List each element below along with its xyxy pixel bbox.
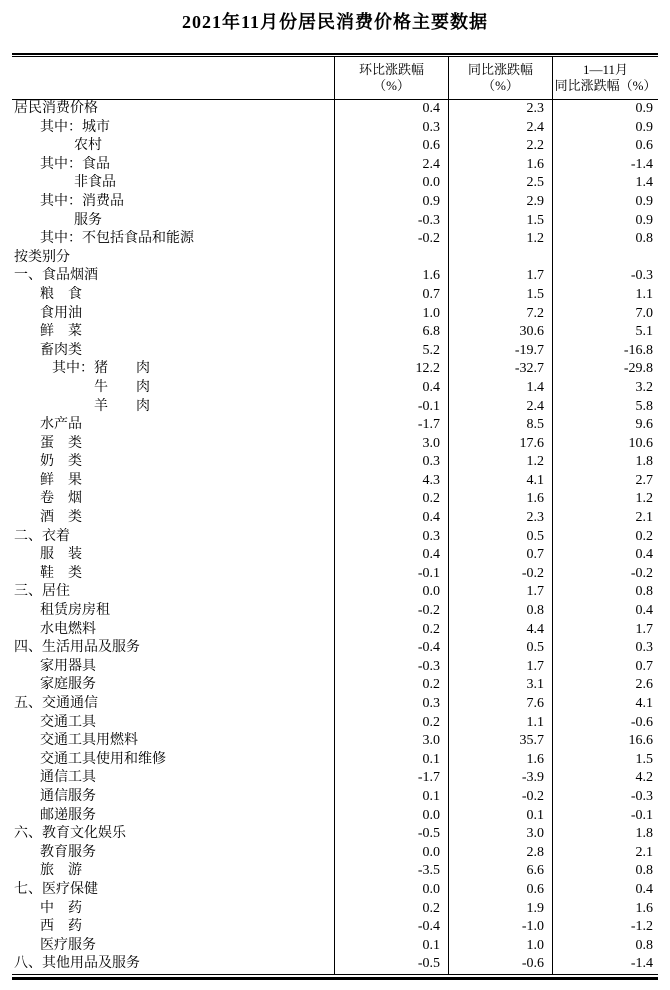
ytd-value: 0.8 xyxy=(552,862,658,881)
yoy-value: 1.2 xyxy=(448,230,552,249)
mom-value: 0.4 xyxy=(334,509,448,528)
ytd-value: 5.1 xyxy=(552,323,658,342)
row-label: 其中：消费品 xyxy=(40,193,124,209)
row-label: 西 药 xyxy=(40,919,82,935)
table-row xyxy=(12,305,658,324)
row-label: 蛋 类 xyxy=(40,435,82,451)
ytd-value: 0.7 xyxy=(552,658,658,677)
yoy-value: -1.0 xyxy=(448,918,552,937)
mom-value: 0.0 xyxy=(334,807,448,826)
yoy-value: 2.9 xyxy=(448,193,552,212)
yoy-value: 1.1 xyxy=(448,714,552,733)
mom-value: -1.7 xyxy=(334,416,448,435)
ytd-value: 0.6 xyxy=(552,137,658,156)
data-table xyxy=(12,53,658,980)
row-label: 其中：食品 xyxy=(40,156,110,172)
table-row xyxy=(12,676,658,695)
mom-value: 0.3 xyxy=(334,453,448,472)
table-row xyxy=(12,360,658,379)
ytd-value: -0.6 xyxy=(552,714,658,733)
row-label: 中 药 xyxy=(40,900,82,916)
row-label: 其中：不包括食品和能源 xyxy=(40,231,194,247)
ytd-value: -1.4 xyxy=(552,955,658,974)
ytd-value: 7.0 xyxy=(552,305,658,324)
ytd-value: 0.4 xyxy=(552,881,658,900)
mom-value: 0.2 xyxy=(334,714,448,733)
ytd-value: 3.2 xyxy=(552,379,658,398)
ytd-value: 0.9 xyxy=(552,193,658,212)
row-label: 邮递服务 xyxy=(40,807,96,823)
ytd-value: 1.8 xyxy=(552,825,658,844)
table-row xyxy=(12,695,658,714)
ytd-value: -0.1 xyxy=(552,807,658,826)
row-label: 二、衣着 xyxy=(14,528,70,544)
table-row xyxy=(12,621,658,640)
ytd-value: -0.3 xyxy=(552,788,658,807)
table-row xyxy=(12,639,658,658)
ytd-value: 9.6 xyxy=(552,416,658,435)
row-label: 农村 xyxy=(74,138,102,154)
table-row xyxy=(12,398,658,417)
mom-value: -0.3 xyxy=(334,658,448,677)
mom-value: 0.4 xyxy=(334,379,448,398)
row-label: 鲜 果 xyxy=(40,472,82,488)
row-label: 家庭服务 xyxy=(40,677,96,693)
ytd-value: 1.8 xyxy=(552,453,658,472)
mom-value: 0.3 xyxy=(334,528,448,547)
table-row xyxy=(12,156,658,175)
table-row xyxy=(12,602,658,621)
mom-value: 0.0 xyxy=(334,174,448,193)
yoy-value: 4.1 xyxy=(448,472,552,491)
ytd-value: 2.7 xyxy=(552,472,658,491)
mom-value: 0.2 xyxy=(334,900,448,919)
mom-value: 3.0 xyxy=(334,435,448,454)
table-row xyxy=(12,955,658,974)
yoy-value: 1.6 xyxy=(448,156,552,175)
yoy-value: 7.6 xyxy=(448,695,552,714)
yoy-value: 2.4 xyxy=(448,398,552,417)
yoy-value: -0.2 xyxy=(448,788,552,807)
mom-value: 1.6 xyxy=(334,267,448,286)
yoy-value: 1.7 xyxy=(448,267,552,286)
row-label: 卷 烟 xyxy=(40,491,82,507)
table-row xyxy=(12,174,658,193)
ytd-value: 1.2 xyxy=(552,490,658,509)
yoy-value: 35.7 xyxy=(448,732,552,751)
yoy-value: -0.6 xyxy=(448,955,552,974)
ytd-value: 10.6 xyxy=(552,435,658,454)
header-mom-line1: 环比涨跌幅 xyxy=(358,62,424,77)
yoy-value: 0.6 xyxy=(448,881,552,900)
yoy-value: 1.2 xyxy=(448,453,552,472)
table-row xyxy=(12,249,658,268)
yoy-value: 1.0 xyxy=(448,937,552,956)
row-label: 一、食品烟酒 xyxy=(14,268,98,284)
row-label: 按类别分 xyxy=(14,249,70,265)
mom-value: -3.5 xyxy=(334,862,448,881)
mom-value: 0.4 xyxy=(334,546,448,565)
mom-value: 0.1 xyxy=(334,751,448,770)
mom-value: 0.2 xyxy=(334,490,448,509)
row-label: 水产品 xyxy=(40,417,82,433)
mom-value: 0.4 xyxy=(334,100,448,119)
mom-value: -0.2 xyxy=(334,230,448,249)
yoy-value: 30.6 xyxy=(448,323,552,342)
ytd-value: -0.2 xyxy=(552,565,658,584)
table-row xyxy=(12,937,658,956)
ytd-value: 2.1 xyxy=(552,509,658,528)
yoy-value: 2.5 xyxy=(448,174,552,193)
ytd-value: 0.2 xyxy=(552,528,658,547)
mom-value: -0.1 xyxy=(334,565,448,584)
row-label: 食用油 xyxy=(40,305,82,321)
header-yoy-line1: 同比涨跌幅 xyxy=(467,62,533,77)
row-label: 六、教育文化娱乐 xyxy=(14,826,126,842)
mom-value: 0.1 xyxy=(334,937,448,956)
row-label: 酒 类 xyxy=(40,510,82,526)
row-label: 服务 xyxy=(74,212,102,228)
table-row xyxy=(12,528,658,547)
ytd-value: 5.8 xyxy=(552,398,658,417)
ytd-value: 0.8 xyxy=(552,583,658,602)
yoy-value: 1.5 xyxy=(448,286,552,305)
ytd-value: 0.8 xyxy=(552,230,658,249)
row-label: 羊 肉 xyxy=(94,398,150,414)
row-label: 三、居住 xyxy=(14,584,70,600)
yoy-value: 1.4 xyxy=(448,379,552,398)
header-yoy xyxy=(448,57,552,99)
mom-value: 1.0 xyxy=(334,305,448,324)
table-row xyxy=(12,788,658,807)
row-label: 教育服务 xyxy=(40,844,96,860)
row-label: 其中：猪 肉 xyxy=(52,361,150,377)
table-row xyxy=(12,546,658,565)
page-title: 2021年11月份居民消费价格主要数据 xyxy=(181,12,488,32)
mom-value: -0.1 xyxy=(334,398,448,417)
yoy-value: 0.7 xyxy=(448,546,552,565)
row-label: 鲜 菜 xyxy=(40,324,82,340)
ytd-value: 2.6 xyxy=(552,676,658,695)
row-label: 其中：城市 xyxy=(40,119,110,135)
yoy-value: 8.5 xyxy=(448,416,552,435)
mom-value: 0.2 xyxy=(334,676,448,695)
table-row xyxy=(12,212,658,231)
mom-value xyxy=(334,249,448,268)
table-row xyxy=(12,435,658,454)
mom-value: 0.7 xyxy=(334,286,448,305)
yoy-value: 2.2 xyxy=(448,137,552,156)
ytd-value: 1.5 xyxy=(552,751,658,770)
mom-value: 0.3 xyxy=(334,119,448,138)
ytd-value: 1.6 xyxy=(552,900,658,919)
ytd-value: -1.4 xyxy=(552,156,658,175)
row-label: 家用器具 xyxy=(40,658,96,674)
row-label: 牛 肉 xyxy=(94,379,150,395)
row-label: 医疗服务 xyxy=(40,937,96,953)
yoy-value: -19.7 xyxy=(448,342,552,361)
ytd-value: -1.2 xyxy=(552,918,658,937)
row-label: 服 装 xyxy=(40,547,82,563)
table-row xyxy=(12,862,658,881)
table-row xyxy=(12,230,658,249)
mom-value: 0.0 xyxy=(334,881,448,900)
table-row xyxy=(12,769,658,788)
table-row xyxy=(12,583,658,602)
header-mom xyxy=(334,57,448,99)
mom-value: 5.2 xyxy=(334,342,448,361)
row-label: 居民消费价格 xyxy=(14,101,98,116)
table-row xyxy=(12,918,658,937)
table-row xyxy=(12,100,658,119)
yoy-value: 3.1 xyxy=(448,676,552,695)
row-label: 畜肉类 xyxy=(40,342,82,358)
row-label: 八、其他用品及服务 xyxy=(14,956,140,972)
yoy-value: 1.7 xyxy=(448,658,552,677)
yoy-value: 0.1 xyxy=(448,807,552,826)
header-yoy-line2: （%） xyxy=(482,78,519,93)
yoy-value: -32.7 xyxy=(448,360,552,379)
row-label: 旅 游 xyxy=(40,863,82,879)
ytd-value: 0.9 xyxy=(552,100,658,119)
table-row xyxy=(12,881,658,900)
row-label: 七、医疗保健 xyxy=(14,881,98,897)
ytd-value: 0.8 xyxy=(552,937,658,956)
ytd-value: 1.1 xyxy=(552,286,658,305)
row-label: 鞋 类 xyxy=(40,565,82,581)
row-label: 租赁房房租 xyxy=(40,603,110,619)
yoy-value: 3.0 xyxy=(448,825,552,844)
row-label: 水电燃料 xyxy=(40,621,96,637)
table-row xyxy=(12,844,658,863)
row-label: 通信工具 xyxy=(40,770,96,786)
yoy-value: 0.5 xyxy=(448,639,552,658)
mom-value: 0.0 xyxy=(334,583,448,602)
ytd-value: 0.4 xyxy=(552,602,658,621)
row-label: 交通工具用燃料 xyxy=(40,733,138,749)
table-row xyxy=(12,416,658,435)
ytd-value: 1.4 xyxy=(552,174,658,193)
ytd-value: 0.9 xyxy=(552,119,658,138)
ytd-value xyxy=(552,249,658,268)
table-row xyxy=(12,193,658,212)
table-row xyxy=(12,453,658,472)
table-row xyxy=(12,342,658,361)
table-row xyxy=(12,509,658,528)
mom-value: 2.4 xyxy=(334,156,448,175)
mom-value: -0.3 xyxy=(334,212,448,231)
ytd-value: -0.3 xyxy=(552,267,658,286)
ytd-value: 0.4 xyxy=(552,546,658,565)
row-label: 粮 食 xyxy=(40,286,82,302)
mom-value: -0.4 xyxy=(334,639,448,658)
table-row xyxy=(12,286,658,305)
table-row xyxy=(12,490,658,509)
table-body xyxy=(12,100,658,974)
mom-value: -0.5 xyxy=(334,955,448,974)
mom-value: 0.0 xyxy=(334,844,448,863)
row-label: 通信服务 xyxy=(40,788,96,804)
yoy-value: -0.2 xyxy=(448,565,552,584)
yoy-value: 2.4 xyxy=(448,119,552,138)
table-row xyxy=(12,137,658,156)
yoy-value: 2.8 xyxy=(448,844,552,863)
mom-value: 0.1 xyxy=(334,788,448,807)
ytd-value: -16.8 xyxy=(552,342,658,361)
ytd-value: 2.1 xyxy=(552,844,658,863)
table-row xyxy=(12,658,658,677)
mom-value: 0.2 xyxy=(334,621,448,640)
mom-value: 0.6 xyxy=(334,137,448,156)
mom-value: -0.2 xyxy=(334,602,448,621)
mom-value: 4.3 xyxy=(334,472,448,491)
mom-value: 6.8 xyxy=(334,323,448,342)
ytd-value: 16.6 xyxy=(552,732,658,751)
mom-value: 0.9 xyxy=(334,193,448,212)
yoy-value: 2.3 xyxy=(448,509,552,528)
table-row xyxy=(12,751,658,770)
row-label: 交通工具使用和维修 xyxy=(40,751,166,767)
header-category-spacer xyxy=(12,57,334,99)
row-label: 奶 类 xyxy=(40,454,82,470)
yoy-value: 0.5 xyxy=(448,528,552,547)
ytd-value: 4.2 xyxy=(552,769,658,788)
row-label: 非食品 xyxy=(74,175,116,191)
table-row xyxy=(12,900,658,919)
ytd-value: 0.3 xyxy=(552,639,658,658)
yoy-value: 0.8 xyxy=(448,602,552,621)
mom-value: 12.2 xyxy=(334,360,448,379)
yoy-value: 7.2 xyxy=(448,305,552,324)
yoy-value xyxy=(448,249,552,268)
table-row xyxy=(12,732,658,751)
mom-value: 0.3 xyxy=(334,695,448,714)
ytd-value: 0.9 xyxy=(552,212,658,231)
row-label: 五、交通通信 xyxy=(14,696,98,711)
mom-value: 3.0 xyxy=(334,732,448,751)
table-bottom-rule xyxy=(12,974,658,980)
table-row xyxy=(12,472,658,491)
mom-value: -0.4 xyxy=(334,918,448,937)
table-row xyxy=(12,119,658,138)
yoy-value: 1.9 xyxy=(448,900,552,919)
yoy-value: 1.6 xyxy=(448,751,552,770)
row-label: 交通工具 xyxy=(40,714,96,730)
header-ytd-line1: 1—11月 xyxy=(582,62,629,77)
table-row xyxy=(12,267,658,286)
table-row xyxy=(12,323,658,342)
ytd-value: 4.1 xyxy=(552,695,658,714)
header-ytd-line2: 同比涨跌幅（%） xyxy=(554,78,657,93)
mom-value: -1.7 xyxy=(334,769,448,788)
yoy-value: 1.7 xyxy=(448,583,552,602)
yoy-value: 17.6 xyxy=(448,435,552,454)
table-row xyxy=(12,714,658,733)
yoy-value: 4.4 xyxy=(448,621,552,640)
ytd-value: -29.8 xyxy=(552,360,658,379)
ytd-value: 1.7 xyxy=(552,621,658,640)
yoy-value: 1.5 xyxy=(448,212,552,231)
mom-value: -0.5 xyxy=(334,825,448,844)
yoy-value: -3.9 xyxy=(448,769,552,788)
table-row xyxy=(12,807,658,826)
yoy-value: 2.3 xyxy=(448,100,552,119)
table-header xyxy=(12,57,658,100)
yoy-value: 6.6 xyxy=(448,862,552,881)
yoy-value: 1.6 xyxy=(448,490,552,509)
table-row xyxy=(12,565,658,584)
row-label: 四、生活用品及服务 xyxy=(14,640,140,656)
header-mom-line2: （%） xyxy=(373,78,410,93)
table-row xyxy=(12,825,658,844)
table-row xyxy=(12,379,658,398)
header-ytd xyxy=(552,57,658,99)
